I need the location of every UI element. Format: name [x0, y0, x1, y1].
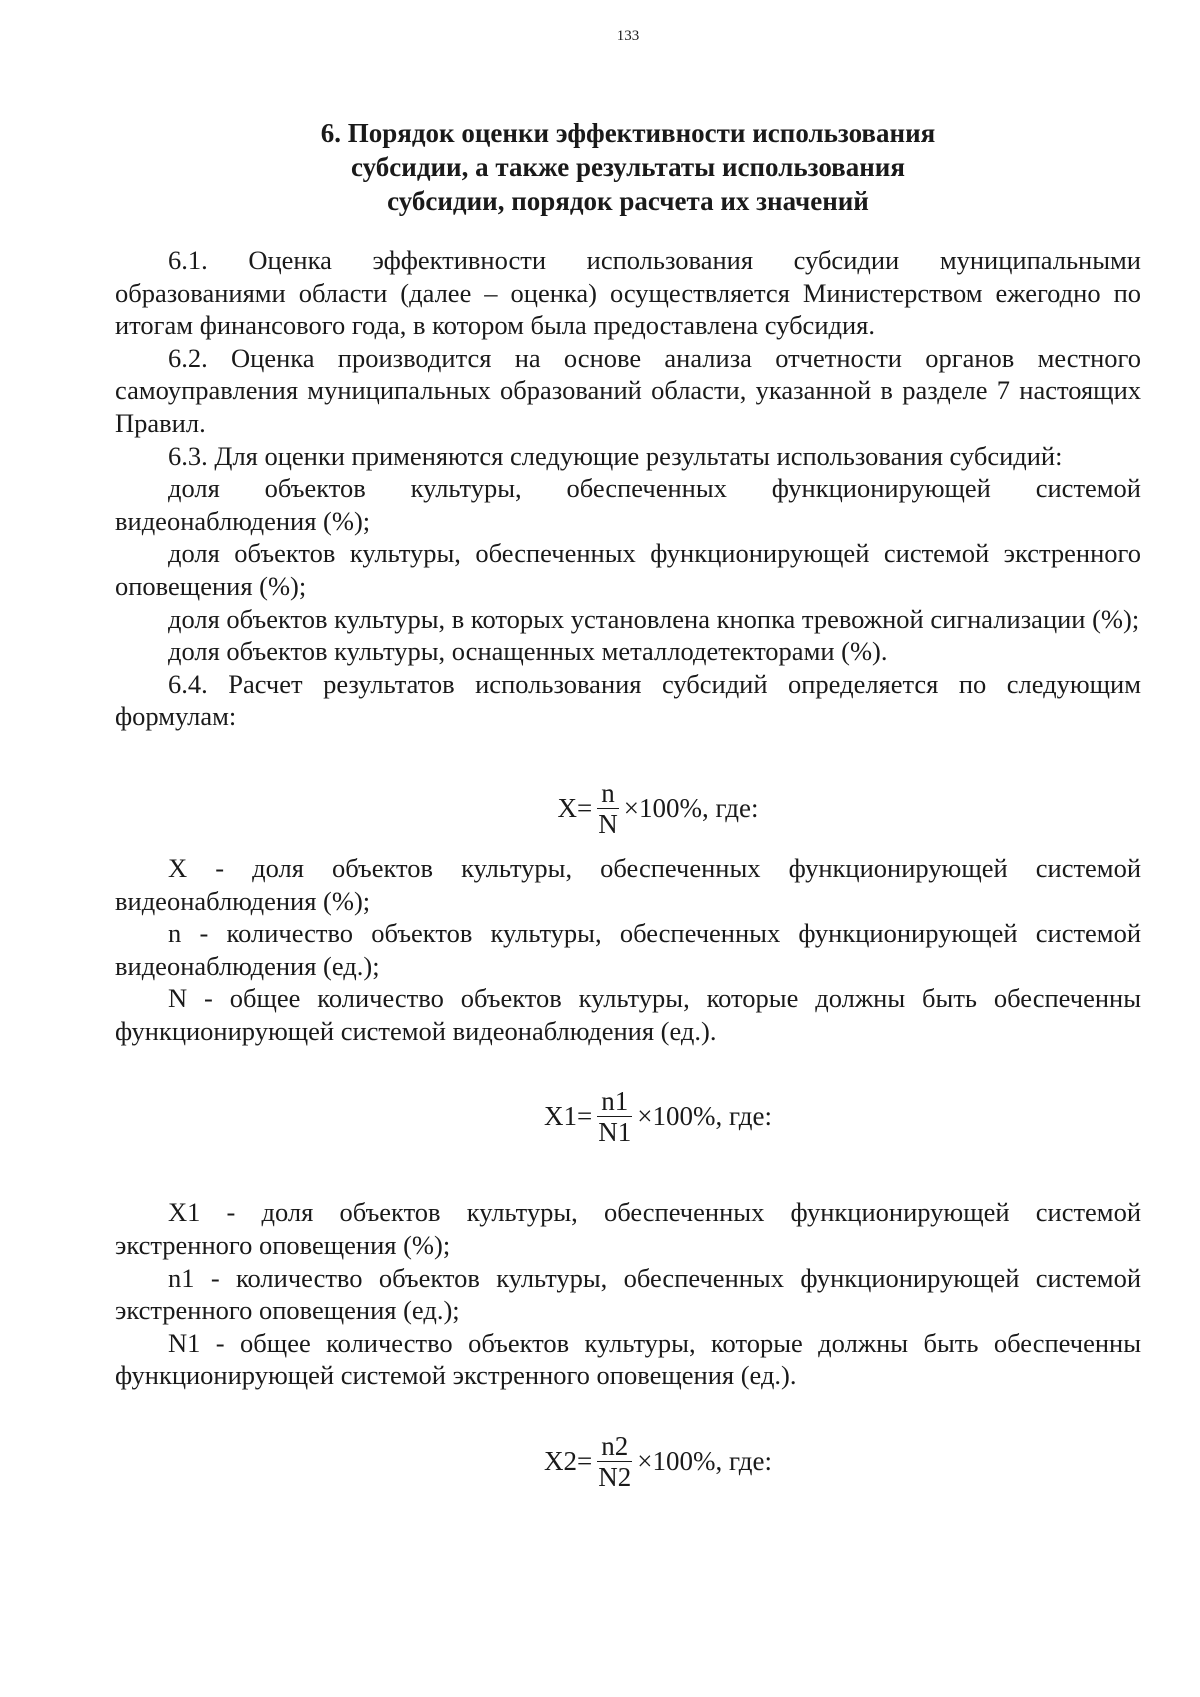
- result-item-4: доля объектов культуры, оснащенных металлодетекторами (%).: [168, 636, 888, 667]
- result-item-3: доля объектов культуры, в которых установлена кнопка тревожной сигнализации (%);: [168, 603, 1140, 634]
- formula-x: [115, 779, 1141, 838]
- formula-x2-lhs: X2=: [544, 1446, 593, 1477]
- heading-line-2: субсидии, а также результаты использования: [351, 152, 905, 182]
- heading-line-3: субсидии, порядок расчета их значений: [387, 186, 869, 216]
- formula-x-numerator: n: [597, 779, 619, 809]
- heading-line-1: 6. Порядок оценки эффективности использования: [320, 118, 936, 148]
- paragraph-6-4: 6.4. Расчет результатов использования субсидий определяется по следующим формулам:: [115, 668, 1141, 732]
- formula-x1-rhs: ×100%, где:: [637, 1101, 772, 1132]
- definition-n1: n1 - количество объектов культуры, обеспеченных функционирующей системой экстренного оповещения (ед.);: [115, 1262, 1141, 1326]
- formula-x-rhs: ×100%, где:: [623, 792, 759, 823]
- section-heading: [0, 116, 1200, 218]
- formula-x-lhs: X=: [557, 792, 593, 823]
- paragraph-6-3: 6.3. Для оценки применяются следующие результаты использования субсидий:: [168, 440, 1063, 471]
- formula-x1: [115, 1087, 1141, 1146]
- definition-n: n - количество объектов культуры, обеспеченных функционирующей системой видеонаблюдения (ед.);: [115, 918, 1141, 981]
- paragraph-6-1: 6.1. Оценка эффективности использования субсидии муниципальными образованиями области (далее – оценка) осуществляется Министерством ежегодно по итогам финансового года, в котором была предоставлена субсидия.: [115, 245, 1141, 341]
- result-item-1: доля объектов культуры, обеспеченных функционирующей системой видеонаблюдения (%);: [115, 473, 1141, 536]
- formula-x2-rhs: ×100%, где:: [637, 1446, 772, 1477]
- formula-x1-lhs: X1=: [544, 1101, 593, 1132]
- formula-x2-numerator: n2: [597, 1432, 632, 1462]
- document-body: [115, 244, 1141, 1491]
- paragraph-6-2: 6.2. Оценка производится на основе анализа отчетности органов местного самоуправления муниципальных образований области, указанной в разделе 7 настоящих Правил.: [115, 342, 1141, 438]
- formula-x1-denominator: N1: [598, 1117, 632, 1148]
- formula-x2-fraction: [594, 1432, 635, 1491]
- result-item-2: доля объектов культуры, обеспеченных функционирующей системой экстренного оповещения (%);: [115, 538, 1141, 601]
- definition-x: X - доля объектов культуры, обеспеченных функционирующей системой видеонаблюдения (%);: [115, 852, 1141, 916]
- definition-N1: N1 - общее количество объектов культуры, которые должны быть обеспеченны функционирующей системой экстренного оповещения (ед.).: [115, 1327, 1141, 1391]
- definition-x1: X1 - доля объектов культуры, обеспеченных функционирующей системой экстренного оповещения (%);: [115, 1197, 1141, 1261]
- formula-x1-fraction: [594, 1087, 635, 1146]
- formula-x2: [115, 1432, 1141, 1491]
- formula-x-denominator: N: [598, 808, 618, 839]
- definition-N: N - общее количество объектов культуры, которые должны быть обеспеченны функционирующей системой видеонаблюдения (ед.).: [115, 983, 1141, 1046]
- formula-x1-numerator: n1: [597, 1087, 632, 1117]
- formula-x-fraction: [594, 779, 622, 838]
- page-number: 133: [616, 28, 640, 44]
- formula-x2-denominator: N2: [598, 1462, 632, 1493]
